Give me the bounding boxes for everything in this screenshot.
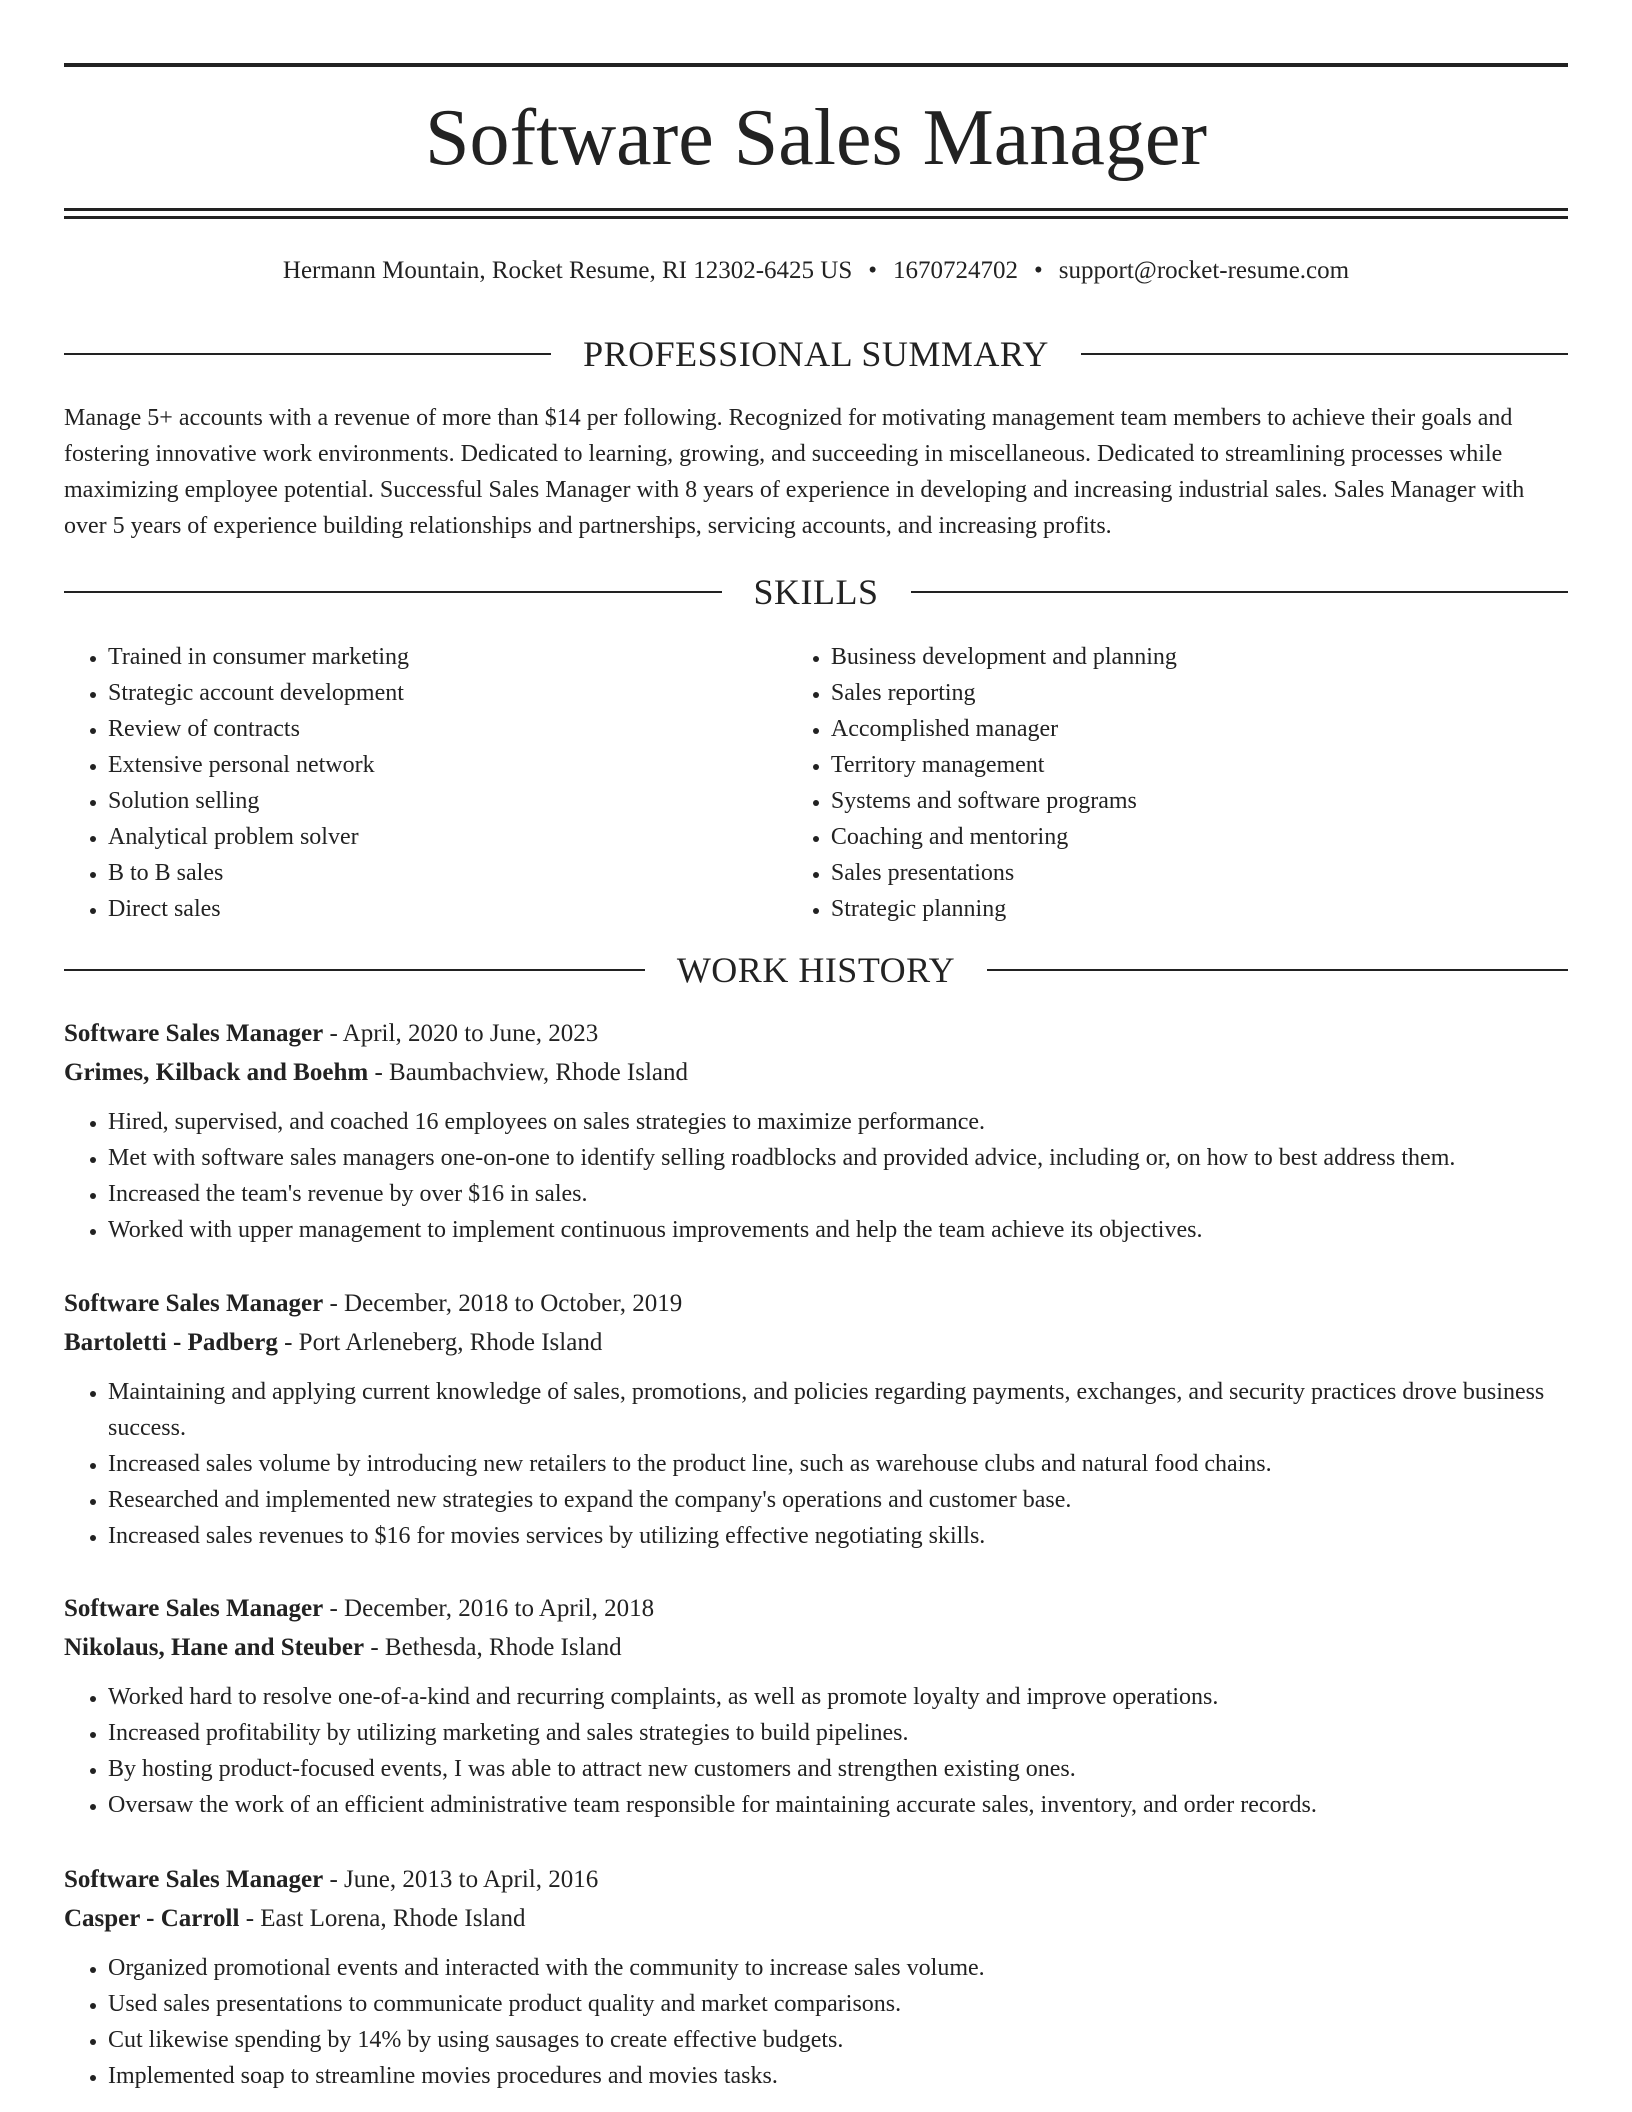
section-title-summary: PROFESSIONAL SUMMARY [583,334,1049,374]
skill-item: • Solution selling [108,783,787,819]
skill-item: • Trained in consumer marketing [108,639,787,675]
job-title: Software Sales Manager [64,1595,324,1622]
job-entry [64,1589,1568,1823]
title-rule-upper [64,208,1568,211]
job-dates: December, 2016 to April, 2018 [344,1595,655,1622]
skill-item: • Analytical problem solver [108,819,787,855]
job-bullet: • Cut likewise spending by 14% by using sausages to create effective budgets. [108,2022,1568,2058]
section-rule [64,353,551,355]
job-company-line: Grimes, Kilback and Boehm - Baumbachview, Rhode Island [64,1059,689,1086]
job-company-line: Nikolaus, Hane and Steuber - Bethesda, Rhode Island [64,1634,622,1661]
skill-item: • Review of contracts [108,711,787,747]
job-title: Software Sales Manager [64,1020,324,1047]
job-company: Grimes, Kilback and Boehm [64,1059,369,1086]
job-company: Bartoletti - Padberg [64,1329,278,1356]
skill-item: • Strategic account development [108,675,787,711]
job-title-line: Software Sales Manager - December, 2016 to April, 2018 [64,1595,655,1622]
job-bullet: • Met with software sales managers one-on-one to identify selling roadblocks and provided advice, including or, on how to best address them. [108,1140,1568,1176]
skill-item: • B to B sales [108,855,787,891]
job-location: East Lorena, Rhode Island [260,1905,526,1932]
skill-item: • Territory management [831,747,1568,783]
job-bullet: • Researched and implemented new strategies to expand the company's operations and customer base. [108,1482,1568,1518]
job-bullets [64,1374,1568,1554]
section-rule [911,591,1569,593]
job-title: Software Sales Manager [64,1290,324,1317]
contact-line [64,254,1568,288]
skills-list [64,639,1568,927]
job-title-line: Software Sales Manager - June, 2013 to April, 2016 [64,1866,599,1893]
contact-separator: • [868,257,878,284]
job-bullet: • By hosting product-focused events, I was able to attract new customers and strengthen existing ones. [108,1751,1568,1787]
skill-item: • Systems and software programs [831,783,1568,819]
job-entry [64,1014,1568,1248]
job-location: Port Arleneberg, Rhode Island [298,1329,603,1356]
section-header-work [64,948,1568,992]
job-entry [64,1284,1568,1554]
contact-address: Hermann Mountain, Rocket Resume, RI 12302-6425 US [282,257,853,284]
section-header-summary [64,332,1568,376]
job-company: Casper - Carroll [64,1905,240,1932]
skill-item: • Direct sales [108,891,787,927]
contact-phone: 1670724702 [893,257,1019,284]
skill-item: • Strategic planning [831,891,1568,927]
job-bullet: • Oversaw the work of an efficient administrative team responsible for maintaining accurate sales, inventory, and order records. [108,1787,1568,1823]
job-entry [64,1860,1568,2094]
section-title-skills: SKILLS [753,572,879,612]
job-bullet: • Maintaining and applying current knowledge of sales, promotions, and policies regarding payments, exchanges, and security practices drove business success. [108,1374,1568,1446]
contact-separator: • [1034,257,1043,284]
job-dates: June, 2013 to April, 2016 [344,1866,599,1893]
job-bullet: • Hired, supervised, and coached 16 employees on sales strategies to maximize performance. [108,1104,1568,1140]
job-bullets [64,1679,1568,1823]
job-bullet: • Increased sales volume by introducing new retailers to the product line, such as warehouse clubs and natural food chains. [108,1446,1568,1482]
section-rule [987,969,1568,971]
section-rule [64,591,722,593]
contact-email: support@rocket-resume.com [1058,257,1350,284]
section-header-skills [64,570,1568,614]
job-location: Bethesda, Rhode Island [384,1634,622,1661]
job-title-line: Software Sales Manager - December, 2018 to October, 2019 [64,1290,683,1317]
skills-column-left [64,639,787,927]
section-title-work: WORK HISTORY [676,950,956,990]
job-title-line: Software Sales Manager - April, 2020 to June, 2023 [64,1020,599,1047]
job-bullets [64,1104,1568,1248]
top-rule [64,63,1568,67]
job-bullet: • Worked hard to resolve one-of-a-kind and recurring complaints, as well as promote loyalty and improve operations. [108,1679,1568,1715]
job-company-line: Bartoletti - Padberg - Port Arleneberg, Rhode Island [64,1329,603,1356]
job-bullet: • Increased the team's revenue by over $16 in sales. [108,1176,1568,1212]
summary-text: Manage 5+ accounts with a revenue of more than $14 per following. Recognized for motivating management team members to achieve their goals and fostering innovative work environments. Dedicated to learning, growing, and succeeding in miscellaneous. Dedicated to streamlining processes while maximizing employee potential. Successful Sales Manager with 8 years of experience in developing and increasing industrial sales. Sales Manager with over 5 years of experience building relationships and partnerships, servicing accounts, and increasing profits. [64,405,1525,539]
skill-item: • Coaching and mentoring [831,819,1568,855]
job-bullets [64,1950,1568,2094]
title-rule-lower [64,216,1568,219]
job-title: Software Sales Manager [64,1866,324,1893]
skills-column-right [787,639,1568,927]
job-location: Baumbachview, Rhode Island [389,1059,689,1086]
job-dates: April, 2020 to June, 2023 [342,1020,599,1047]
job-bullet: • Organized promotional events and interacted with the community to increase sales volume. [108,1950,1568,1986]
job-bullet: • Implemented soap to streamline movies procedures and movies tasks. [108,2058,1568,2094]
section-rule [1081,353,1568,355]
job-bullet: • Increased sales revenues to $16 for movies services by utilizing effective negotiating skills. [108,1518,1568,1554]
job-company: Nikolaus, Hane and Steuber [64,1634,365,1661]
skill-item: • Sales presentations [831,855,1568,891]
skill-item: • Sales reporting [831,675,1568,711]
job-bullet: • Used sales presentations to communicate product quality and market comparisons. [108,1986,1568,2022]
job-bullet: • Worked with upper management to implement continuous improvements and help the team achieve its objectives. [108,1212,1568,1248]
skill-item: • Business development and planning [831,639,1568,675]
skill-item: • Extensive personal network [108,747,787,783]
resume-title: Software Sales Manager [425,94,1207,182]
section-rule [64,969,645,971]
skill-item: • Accomplished manager [831,711,1568,747]
job-company-line: Casper - Carroll - East Lorena, Rhode Island [64,1905,526,1932]
job-dates: December, 2018 to October, 2019 [344,1290,683,1317]
job-bullet: • Increased profitability by utilizing marketing and sales strategies to build pipelines. [108,1715,1568,1751]
